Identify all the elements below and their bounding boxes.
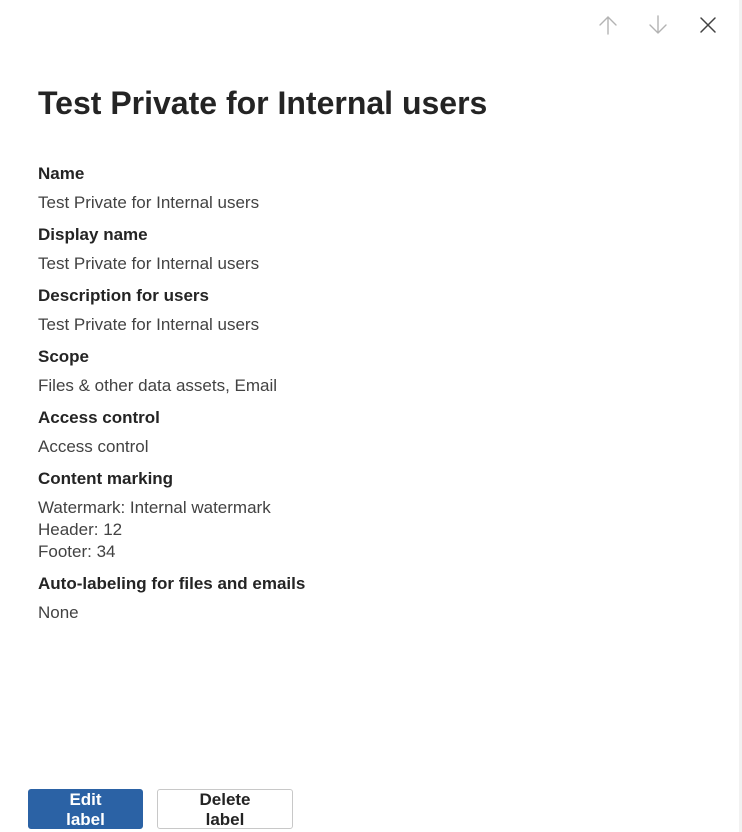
field-auto-labeling [38,573,698,624]
previous-item-button[interactable] [590,10,626,40]
field-label: Description for users [38,286,209,305]
field-scope [38,346,698,397]
field-value: None [38,603,79,622]
edit-label-button[interactable]: Edit label [28,789,143,829]
field-label: Content marking [38,469,174,488]
arrow-up-icon [597,14,619,36]
field-display-name [38,224,698,275]
field-value: Test Private for Internal users [38,193,260,212]
close-icon [699,16,717,34]
field-value-watermark: Watermark: Internal watermark [38,498,271,517]
field-label: Display name [38,225,148,244]
close-button[interactable] [690,10,726,40]
field-value-header: Header: 12 [38,520,123,539]
field-label: Name [38,164,85,183]
next-item-button[interactable] [640,10,676,40]
page-title: Test Private for Internal users [38,85,488,121]
field-label: Auto-labeling for files and emails [38,574,306,593]
field-value: Access control [38,437,149,456]
field-value: Test Private for Internal users [38,254,260,273]
field-value: Test Private for Internal users [38,315,260,334]
panel-footer [28,789,293,829]
field-value: Files & other data assets, Email [38,376,278,395]
arrow-down-icon [647,14,669,36]
field-label: Scope [38,347,90,366]
field-description [38,285,698,336]
field-access-control [38,407,698,458]
field-value-footer: Footer: 34 [38,542,116,561]
label-details [38,163,698,634]
panel-navigation [590,10,726,40]
field-name [38,163,698,214]
delete-label-button[interactable]: Delete label [157,789,293,829]
field-label: Access control [38,408,160,427]
field-content-marking [38,468,698,563]
